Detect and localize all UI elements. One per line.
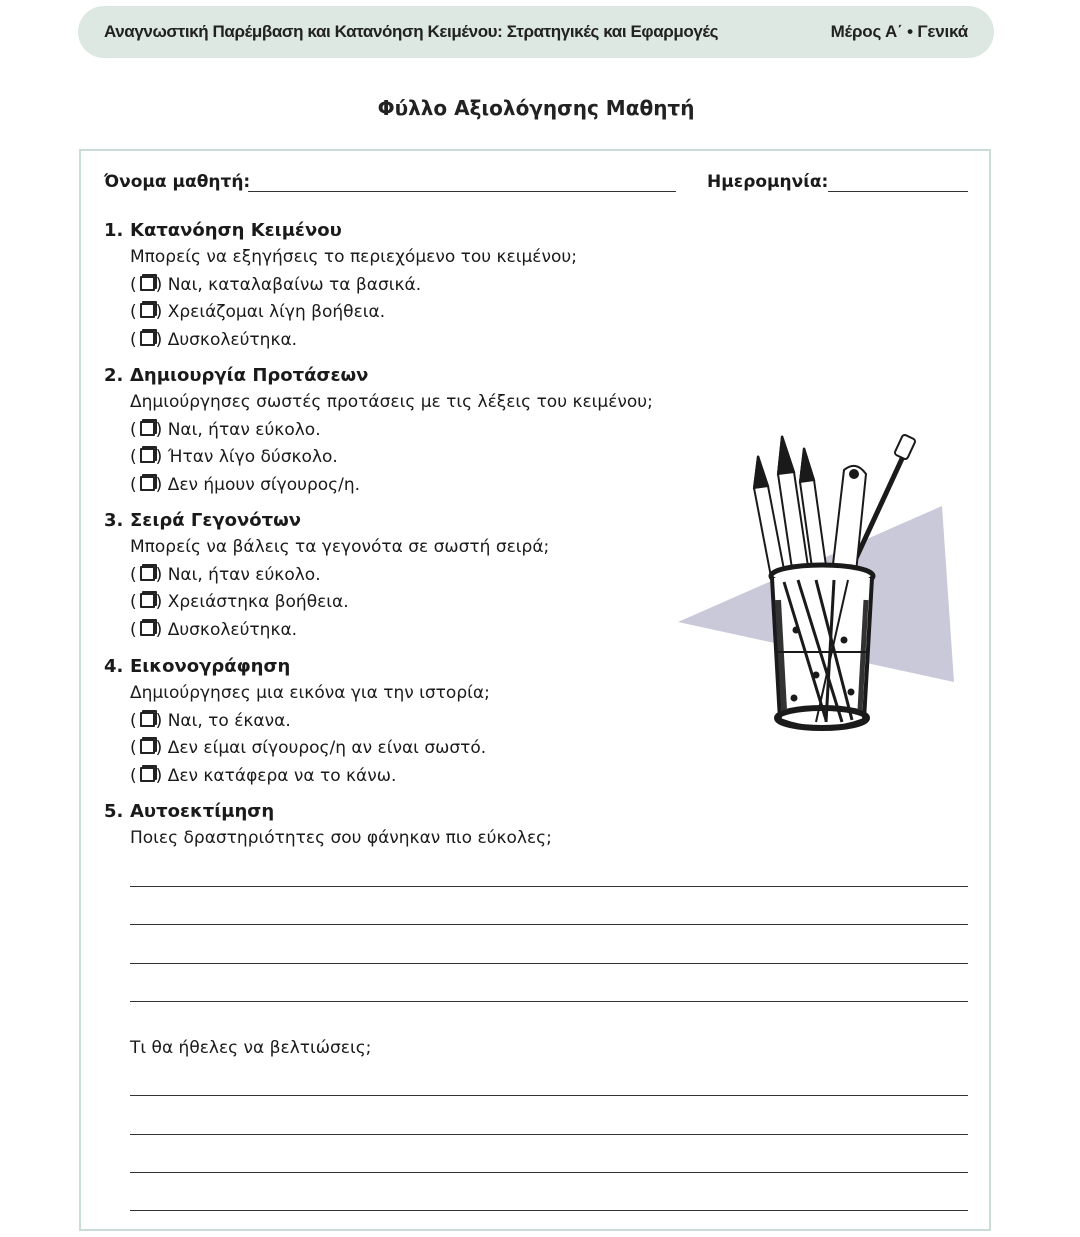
option-label: Ναι, ήταν εύκολο. bbox=[167, 419, 321, 440]
option-label: Δεν κατάφερα να το κάνω. bbox=[167, 765, 397, 786]
section-number: 2. bbox=[104, 365, 124, 386]
date-line bbox=[828, 191, 968, 192]
answer-line[interactable] bbox=[130, 1172, 968, 1173]
section-title bbox=[104, 362, 704, 389]
checkbox-icon[interactable] bbox=[140, 448, 155, 463]
checkbox-icon[interactable] bbox=[140, 593, 155, 608]
option-label: Ήταν λίγο δύσκολο. bbox=[167, 447, 338, 467]
checkbox-icon[interactable] bbox=[140, 566, 155, 581]
option-item[interactable]: ( ) Δυσκολεύτηκα. bbox=[130, 619, 298, 640]
checkbox-icon[interactable] bbox=[140, 739, 155, 754]
option-label: Δεν είμαι σίγουρος/η αν είναι σωστό. bbox=[167, 738, 487, 758]
answer-line[interactable] bbox=[130, 886, 968, 887]
section-number: 4. bbox=[104, 656, 124, 677]
option-label: Ναι, ήταν εύκολο. bbox=[167, 564, 321, 585]
page-title: Φύλλο Αξιολόγησης Μαθητή bbox=[377, 96, 695, 120]
header-part: Μέρος Α΄ • Γενικά bbox=[830, 22, 968, 41]
section-number: 5. bbox=[104, 801, 124, 822]
answer-line[interactable] bbox=[130, 1095, 968, 1096]
option-item[interactable]: ( ) Ναι, ήταν εύκολο. bbox=[130, 419, 321, 440]
option-label: Χρειάζομαι λίγη βοήθεια. bbox=[167, 302, 386, 322]
answer-line[interactable] bbox=[130, 924, 968, 925]
section-question: Δημιούργησες μια εικόνα για την ιστορία; bbox=[130, 683, 490, 703]
section-title bbox=[104, 507, 704, 534]
option-item[interactable]: ( ) Χρειάστηκα βοήθεια. bbox=[130, 592, 349, 612]
answer-line[interactable] bbox=[130, 1134, 968, 1135]
option-label: Χρειάστηκα βοήθεια. bbox=[167, 592, 349, 612]
section-5 bbox=[104, 798, 704, 853]
followup-question: Τι θα ήθελες να βελτιώσεις; bbox=[130, 1038, 372, 1058]
option-item[interactable]: ( ) Ναι, το έκανα. bbox=[130, 710, 291, 731]
checkbox-icon[interactable] bbox=[140, 712, 155, 727]
section-title-text: Κατανόηση Κειμένου bbox=[130, 220, 342, 241]
section-title bbox=[104, 653, 704, 680]
option-item[interactable]: ( ) Χρειάζομαι λίγη βοήθεια. bbox=[130, 302, 386, 322]
checkbox-icon[interactable] bbox=[140, 767, 155, 782]
option-label: Ναι, το έκανα. bbox=[167, 710, 291, 731]
section-2 bbox=[104, 362, 704, 499]
section-title-text: Δημιουργία Προτάσεων bbox=[130, 365, 369, 386]
answer-line[interactable] bbox=[130, 1001, 968, 1002]
option-item[interactable]: ( ) Δεν κατάφερα να το κάνω. bbox=[130, 765, 397, 786]
section-question: Δημιούργησες σωστές προτάσεις με τις λέξεις του κειμένου; bbox=[130, 392, 653, 412]
section-title-text: Εικονογράφηση bbox=[130, 656, 291, 677]
section-question: Ποιες δραστηριότητες σου φάνηκαν πιο εύκολες; bbox=[130, 828, 552, 848]
checkbox-icon[interactable] bbox=[140, 331, 155, 346]
section-title-text: Σειρά Γεγονότων bbox=[130, 510, 301, 531]
option-label: Ναι, καταλαβαίνω τα βασικά. bbox=[167, 274, 422, 295]
checkbox-icon[interactable] bbox=[140, 476, 155, 491]
pencil-cup-icon bbox=[676, 430, 966, 750]
option-label: Δεν ήμουν σίγουρος/η. bbox=[167, 474, 361, 495]
date-label: Ημερομηνία: bbox=[707, 172, 829, 192]
section-question: Μπορείς να εξηγήσεις το περιεχόμενο του κειμένου; bbox=[130, 247, 577, 267]
option-label: Δυσκολεύτηκα. bbox=[167, 329, 298, 350]
section-title bbox=[104, 217, 704, 244]
section-question: Μπορείς να βάλεις τα γεγονότα σε σωστή σειρά; bbox=[130, 537, 550, 557]
section-1 bbox=[104, 217, 704, 354]
option-item[interactable]: ( ) Δεν είμαι σίγουρος/η αν είναι σωστό. bbox=[130, 738, 487, 758]
section-number: 1. bbox=[104, 220, 124, 241]
option-item[interactable]: ( ) Ήταν λίγο δύσκολο. bbox=[130, 447, 338, 467]
checkbox-icon[interactable] bbox=[140, 621, 155, 636]
section-4 bbox=[104, 653, 704, 790]
student-name-label: Όνομα μαθητή: bbox=[104, 172, 251, 192]
header-bar bbox=[78, 6, 994, 58]
checkbox-icon[interactable] bbox=[140, 303, 155, 318]
option-item[interactable]: ( ) Ναι, ήταν εύκολο. bbox=[130, 564, 321, 585]
option-item[interactable]: ( ) Ναι, καταλαβαίνω τα βασικά. bbox=[130, 274, 422, 295]
option-item[interactable]: ( ) Δεν ήμουν σίγουρος/η. bbox=[130, 474, 361, 495]
student-name-line bbox=[248, 191, 676, 192]
checkbox-icon[interactable] bbox=[140, 276, 155, 291]
section-number: 3. bbox=[104, 510, 124, 531]
section-title bbox=[104, 798, 704, 825]
answer-line[interactable] bbox=[130, 1210, 968, 1211]
answer-line[interactable] bbox=[130, 963, 968, 964]
section-title-text: Αυτοεκτίμηση bbox=[130, 801, 275, 822]
option-item[interactable]: ( ) Δυσκολεύτηκα. bbox=[130, 329, 298, 350]
header-title: Αναγνωστική Παρέμβαση και Κατανόηση Κειμένου: Στρατηγικές και Εφαρμογές bbox=[104, 22, 719, 41]
option-label: Δυσκολεύτηκα. bbox=[167, 619, 298, 640]
section-3 bbox=[104, 507, 704, 644]
checkbox-icon[interactable] bbox=[140, 421, 155, 436]
